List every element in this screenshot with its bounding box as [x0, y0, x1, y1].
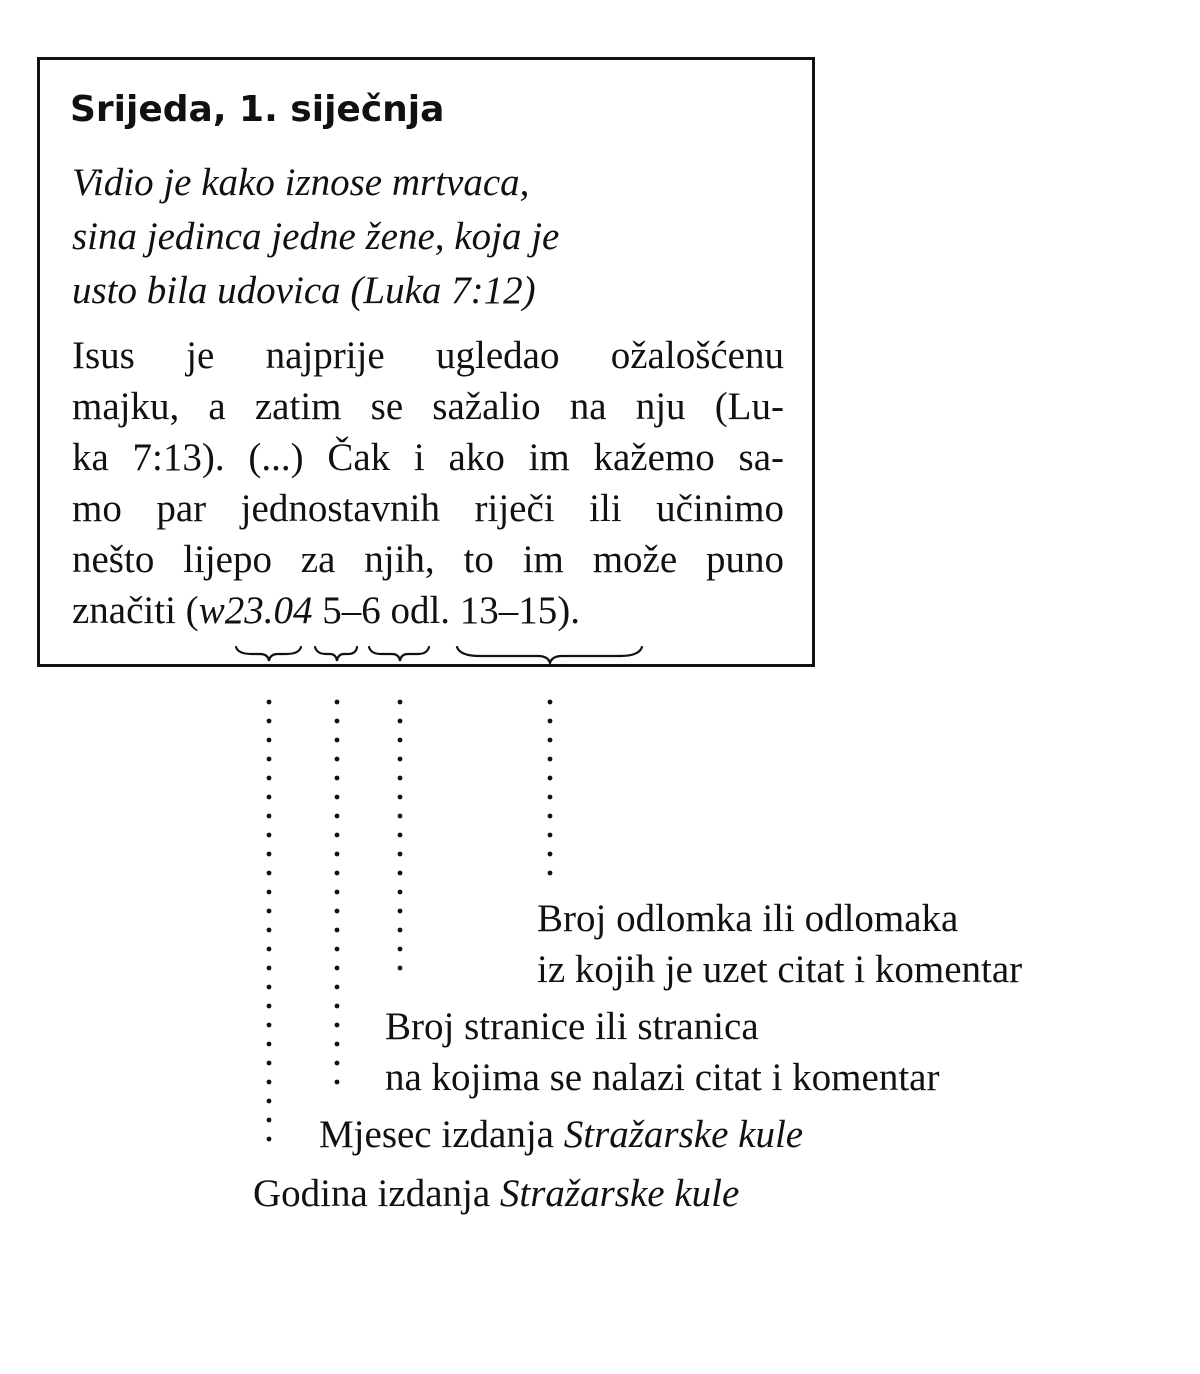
- paragraphs-leader-dot: [548, 719, 553, 724]
- month-leader-dot: [335, 1080, 340, 1085]
- paragraphs-leader-dot: [548, 776, 553, 781]
- year-leader-dot: [267, 738, 272, 743]
- pages-leader-dot: [398, 852, 403, 857]
- year-label: [253, 1168, 739, 1219]
- year-leader-dot: [267, 795, 272, 800]
- year-leader-dot: [267, 1118, 272, 1123]
- year-leader-dot: [267, 909, 272, 914]
- month-leader-dot: [335, 1061, 340, 1066]
- paragraphs-leader-dot: [548, 795, 553, 800]
- paragraph-number-label-line: iz kojih je uzet citat i komentar: [537, 948, 1023, 991]
- month-leader-dot: [335, 814, 340, 819]
- pages-brace: [369, 647, 429, 661]
- month-leader-dot: [335, 852, 340, 857]
- month-leader-dot: [335, 890, 340, 895]
- comment-line: ka 7:13). (...) Čak i ako im kažemo sa-: [72, 436, 784, 479]
- paragraphs-leader-dot: [548, 700, 553, 705]
- paragraphs-leader-dot: [548, 757, 553, 762]
- paragraphs-leader-dot: [548, 871, 553, 876]
- paragraph-number-label-line: Broj odlomka ili odlomaka: [537, 897, 959, 940]
- comment-line: nešto lijepo za njih, to im može puno: [72, 538, 784, 581]
- year-leader-dot: [267, 814, 272, 819]
- month-leader-dot: [335, 1004, 340, 1009]
- month-leader-dot: [335, 1042, 340, 1047]
- month-leader-dot: [335, 738, 340, 743]
- month-label: [319, 1109, 803, 1160]
- pages-leader-dot: [398, 776, 403, 781]
- month-leader-dot: [335, 833, 340, 838]
- month-leader-dot: [335, 947, 340, 952]
- paragraph-number-label: [537, 893, 1022, 995]
- reference-month: 04: [273, 589, 313, 632]
- reference-suffix: ).: [557, 589, 581, 632]
- year-leader-dot: [267, 719, 272, 724]
- year-brace: [236, 647, 301, 661]
- page-number-label: [385, 1001, 939, 1103]
- page-number-label-line: na kojima se nalazi citat i komentar: [385, 1056, 940, 1099]
- month-leader-dot: [335, 909, 340, 914]
- year-leader-dot: [267, 1023, 272, 1028]
- month-leader-dot: [335, 776, 340, 781]
- pages-leader-dot: [398, 738, 403, 743]
- month-leader-dot: [335, 985, 340, 990]
- pages-leader-dot: [398, 757, 403, 762]
- year-leader-dot: [267, 985, 272, 990]
- year-label-publication: Stražarske kule: [499, 1172, 740, 1215]
- month-leader-dot: [335, 871, 340, 876]
- reference-prefix: značiti (: [72, 589, 199, 632]
- year-leader-dot: [267, 776, 272, 781]
- page-number-label-line: Broj stranice ili stranica: [385, 1005, 759, 1048]
- year-leader-dot: [267, 757, 272, 762]
- pages-leader-dot: [398, 719, 403, 724]
- year-leader-dot: [267, 833, 272, 838]
- paragraphs-brace: [457, 647, 642, 663]
- month-leader-dot: [335, 700, 340, 705]
- reference-pages: 5–6: [322, 589, 381, 632]
- pages-leader-dot: [398, 928, 403, 933]
- year-label-text: Godina izdanja: [253, 1172, 500, 1215]
- reference-paragraphs: odl. 13–15: [390, 589, 558, 632]
- year-leader-dot: [267, 1004, 272, 1009]
- paragraphs-leader-dot: [548, 833, 553, 838]
- pages-leader-dot: [398, 700, 403, 705]
- year-leader-dot: [267, 1080, 272, 1085]
- month-brace: [315, 647, 357, 661]
- verse-line: usto bila udovica (Luka 7:12): [72, 269, 536, 312]
- reference-year: w23.: [198, 589, 274, 632]
- year-leader-dot: [267, 700, 272, 705]
- comment-line: mo par jednostavnih riječi ili učinimo: [72, 487, 784, 530]
- year-leader-dot: [267, 1042, 272, 1047]
- comment-line: Isus je najprije ugledao ožalošćenu: [72, 334, 784, 377]
- month-leader-dot: [335, 757, 340, 762]
- date-heading: Srijeda, 1. siječnja: [70, 89, 445, 130]
- year-leader-dot: [267, 852, 272, 857]
- pages-leader-dot: [398, 909, 403, 914]
- year-leader-dot: [267, 928, 272, 933]
- year-leader-dot: [267, 890, 272, 895]
- year-leader-dot: [267, 871, 272, 876]
- month-leader-dot: [335, 795, 340, 800]
- verse-line: sina jedinca jedne žene, koja je: [72, 215, 560, 258]
- month-leader-dot: [335, 928, 340, 933]
- verse-line: Vidio je kako iznose mrtvaca,: [72, 161, 530, 204]
- paragraphs-leader-dot: [548, 814, 553, 819]
- pages-leader-dot: [398, 966, 403, 971]
- year-leader-dot: [267, 1137, 272, 1142]
- month-leader-dot: [335, 719, 340, 724]
- paragraphs-leader-dot: [548, 852, 553, 857]
- year-leader-dot: [267, 966, 272, 971]
- pages-leader-dot: [398, 890, 403, 895]
- month-leader-dot: [335, 1023, 340, 1028]
- year-leader-dot: [267, 1061, 272, 1066]
- month-label-text: Mjesec izdanja: [319, 1113, 564, 1156]
- month-label-publication: Stražarske kule: [563, 1113, 804, 1156]
- paragraphs-leader-dot: [548, 738, 553, 743]
- year-leader-dot: [267, 947, 272, 952]
- year-leader-dot: [267, 1099, 272, 1104]
- comment-line: majku, a zatim se sažalio na nju (Lu-: [72, 385, 784, 428]
- pages-leader-dot: [398, 795, 403, 800]
- month-leader-dot: [335, 966, 340, 971]
- pages-leader-dot: [398, 814, 403, 819]
- pages-leader-dot: [398, 833, 403, 838]
- pages-leader-dot: [398, 871, 403, 876]
- pages-leader-dot: [398, 947, 403, 952]
